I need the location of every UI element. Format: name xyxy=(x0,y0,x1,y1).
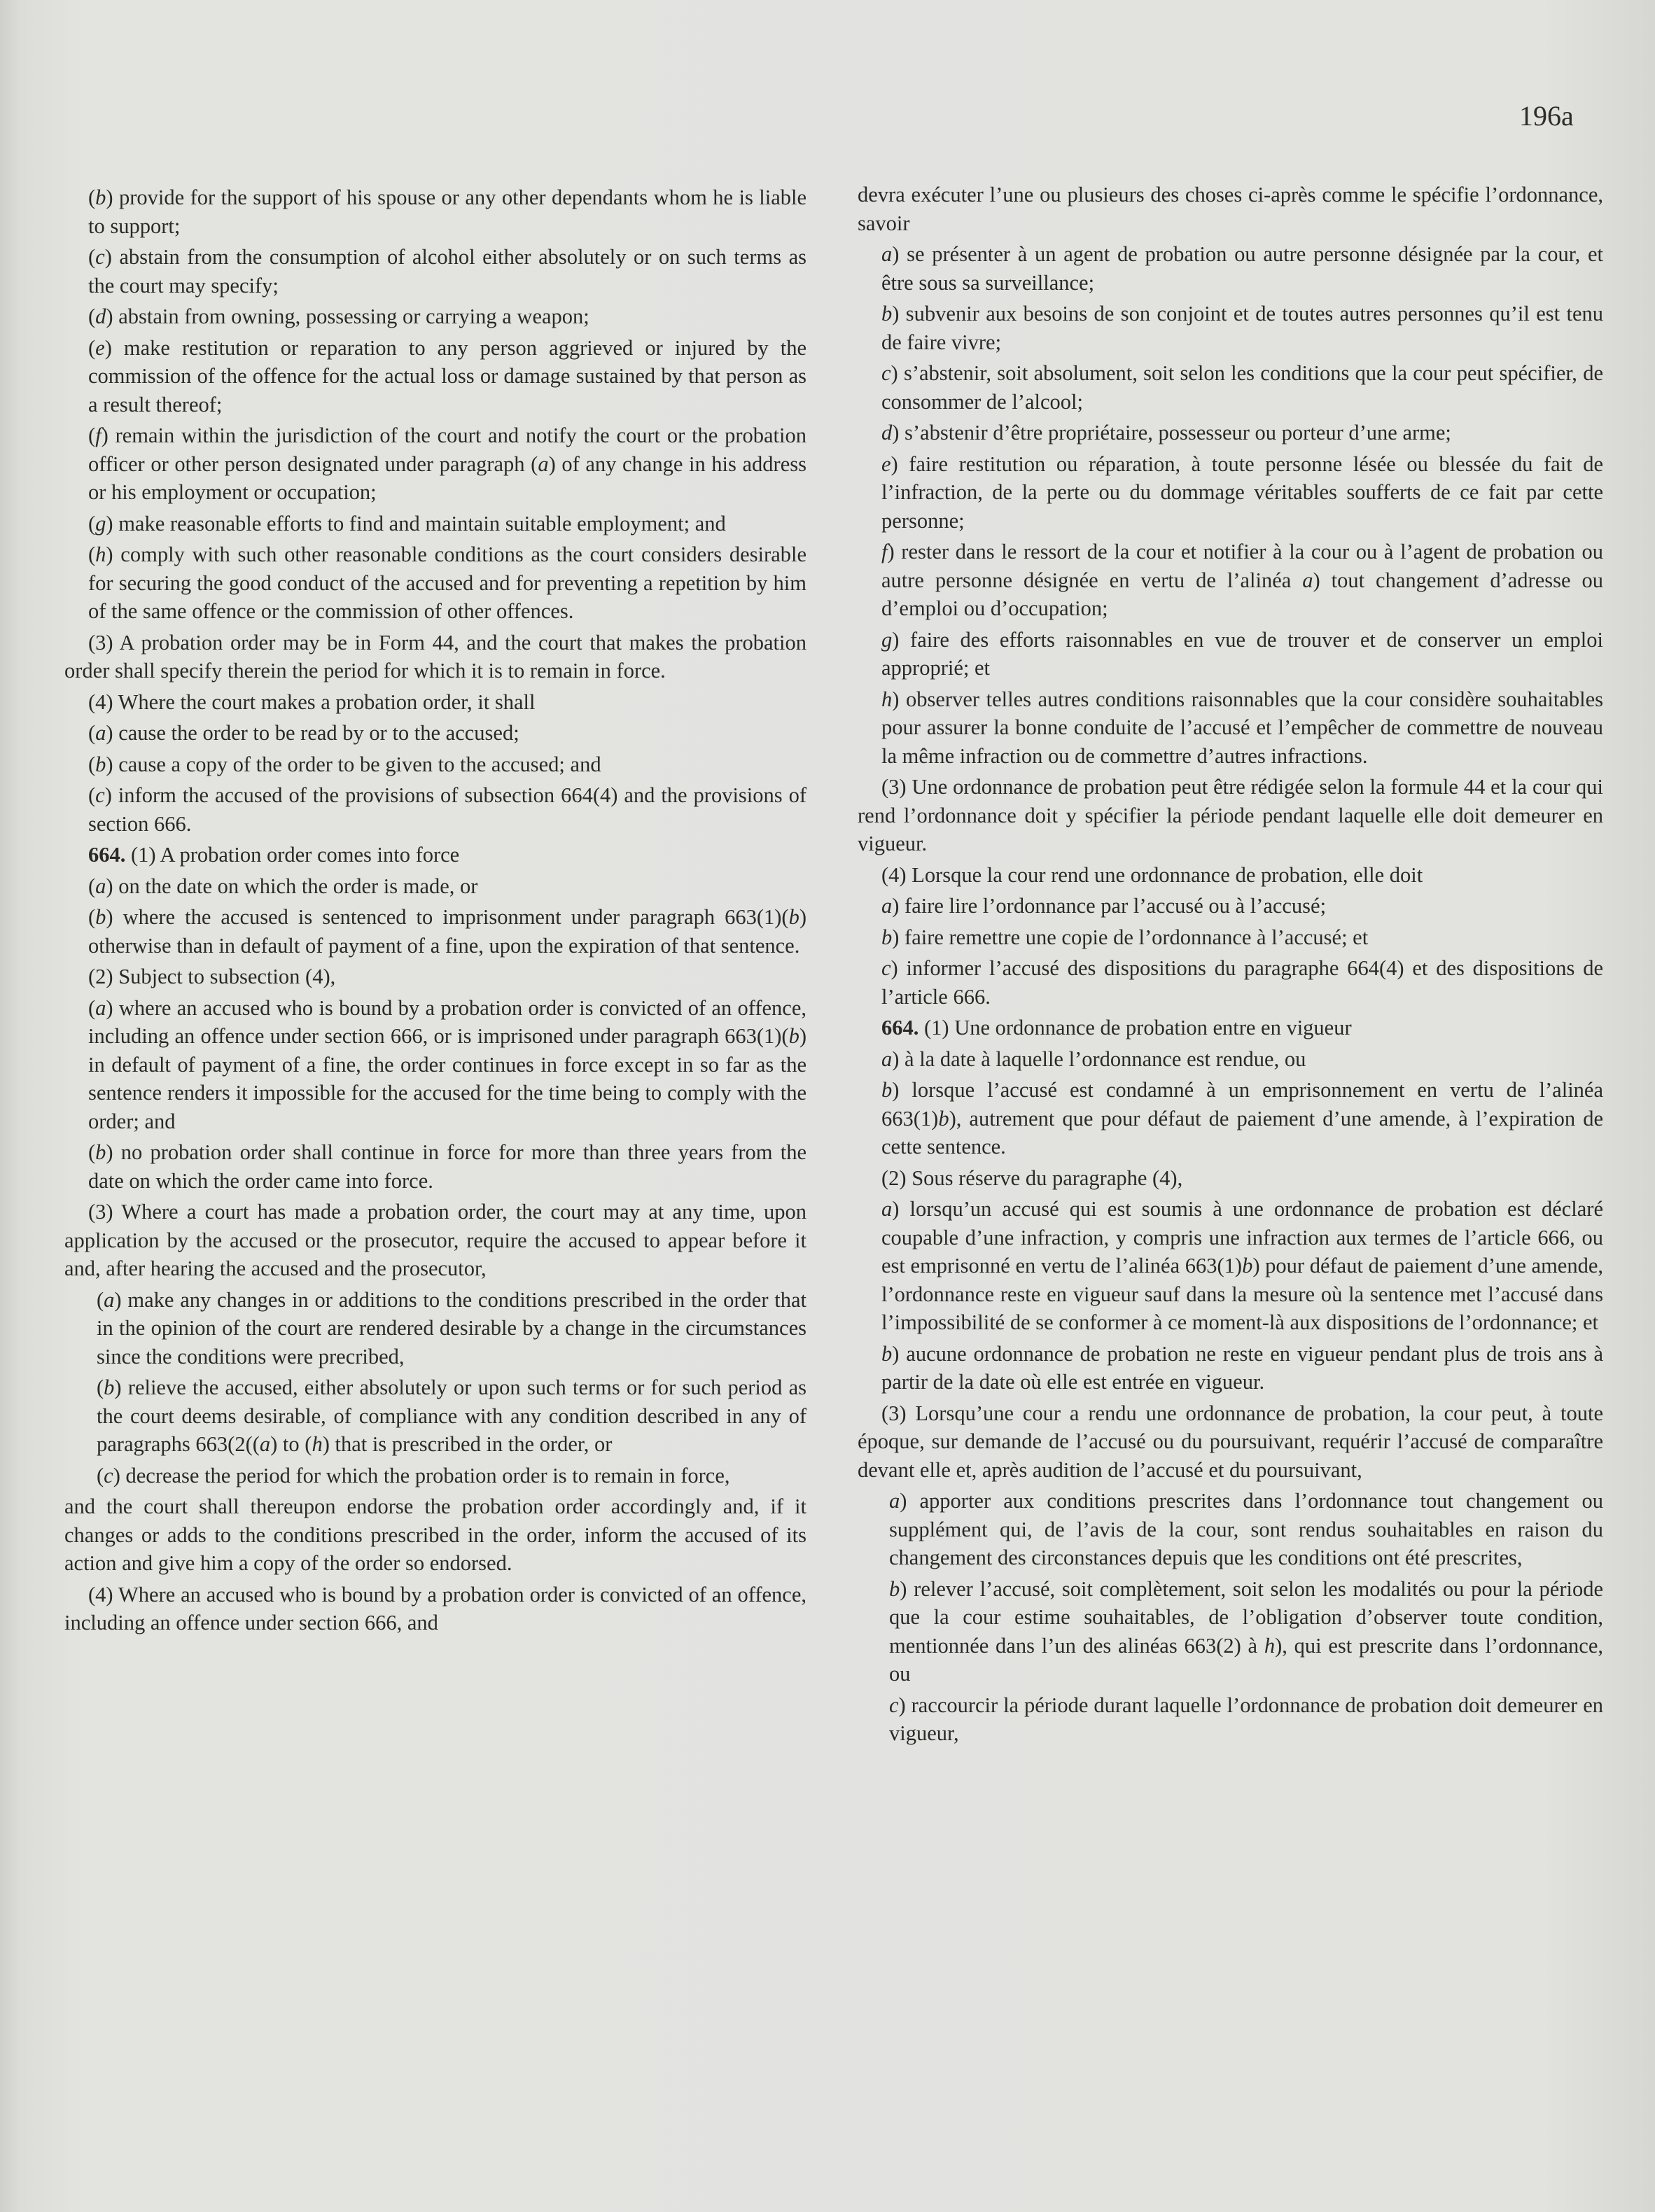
paragraph: (e) make restitution or reparation to any person aggrieved or injured by the commission of the offence for the actual loss or damage sustained by that person as a result thereof; xyxy=(88,335,806,416)
page-number: 196a xyxy=(1519,100,1574,132)
paragraph: b) aucune ordonnance de probation ne reste en vigueur pendant plus de trois ans à partir de la date où elle est entrée en vigueur. xyxy=(881,1341,1603,1394)
paragraph: f) rester dans le ressort de la cour et notifier à la cour ou à l’agent de probation ou autre personne désignée en vertu de l’alinéa a) tout changement d’adresse ou d’emploi ou d’occupation; xyxy=(881,540,1603,620)
paragraph: c) raccourcir la période durant laquelle l’ordonnance de probation doit demeurer en vigueur, xyxy=(889,1693,1603,1745)
paragraph: h) observer telles autres conditions raisonnables que la cour considère souhaitables pour assurer la bonne conduite de l’accusé et l’empêcher de commettre de nouveau la même infraction ou de commettre d’autres infractions. xyxy=(881,687,1603,768)
paragraph: devra exécuter l’une ou plusieurs des choses ci-après comme le spécifie l’ordonnance, savoir xyxy=(858,183,1603,235)
paragraph: (3) Lorsqu’une cour a rendu une ordonnance de probation, la cour peut, à toute époque, sur demande de l’accusé ou du poursuivant, requérir l’accusé de comparaître devant elle et, après audition de l’accusé et du poursuivant, xyxy=(858,1401,1603,1482)
paragraph: (c) decrease the period for which the probation order is to remain in force, xyxy=(97,1463,730,1488)
paragraph: 664. (1) A probation order comes into force xyxy=(88,843,460,867)
paragraph: d) s’abstenir d’être propriétaire, possesseur ou porteur d’une arme; xyxy=(881,421,1451,444)
paragraph: (f) remain within the jurisdiction of the court and notify the court or the probation officer or other person designated under paragraph (a) of any change in his address or his employment or occupation; xyxy=(88,424,806,504)
paragraph: (2) Subject to subsection (4), xyxy=(88,965,336,988)
paragraph: c) informer l’accusé des dispositions du paragraphe 664(4) et des dispositions de l’article 666. xyxy=(881,956,1603,1009)
paragraph: b) subvenir aux besoins de son conjoint et de toutes autres personnes qu’il est tenu de faire vivre; xyxy=(881,302,1603,354)
paragraph: g) faire des efforts raisonnables en vue de trouver et de conserver un emploi approprié; et xyxy=(881,627,1603,680)
paragraph: b) lorsque l’accusé est condamné à un emprisonnement en vertu de l’alinéa 663(1)b), autrement que pour défaut de paiement d’une amende, à l’expiration de cette sentence. xyxy=(881,1078,1603,1158)
paragraph: (a) where an accused who is bound by a probation order is convicted of an offence, including an offence under section 666, or is imprisoned under paragraph 663(1)(b) in default of payment of a fine, the order continues in force except in so far as the sentence renders it impossible for the accused for the time being to comply with the order; and xyxy=(88,995,806,1133)
paragraph: a) apporter aux conditions prescrites dans l’ordonnance tout changement ou supplément qui, de l’avis de la cour, sont rendus souhaitables en raison du changement des circonstances depuis que les conditions ont été prescrites, xyxy=(889,1489,1603,1569)
paragraph: (4) Where the court makes a probation order, it shall xyxy=(88,690,536,714)
paragraph: (4) Lorsque la cour rend une ordonnance de probation, elle doit xyxy=(881,862,1423,887)
paragraph: (a) on the date on which the order is made, or xyxy=(88,874,478,898)
paragraph: b) faire remettre une copie de l’ordonnance à l’accusé; et xyxy=(881,925,1369,949)
paragraph: a) à la date à laquelle l’ordonnance est rendue, ou xyxy=(881,1046,1306,1071)
paragraph: (h) comply with such other reasonable conditions as the court considers desirable for securing the good conduct of the accused and for preventing a repetition by him of the same offence or the commission of other offences. xyxy=(88,542,806,623)
paragraph: (b) relieve the accused, either absolutely or upon such terms or for such period as the court deems desirable, of compliance with any condition described in any of paragraphs 663(2((a) to (h) that is prescribed in the order, or xyxy=(97,1376,806,1456)
paragraph: a) se présenter à un agent de probation ou autre personne désignée par la cour, et être sous sa surveillance; xyxy=(881,242,1603,295)
paragraph: (4) Where an accused who is bound by a probation order is convicted of an offence, including an offence under section 666, and xyxy=(64,1582,806,1634)
paragraph: e) faire restitution ou réparation, à toute personne lésée ou blessée du fait de l’infraction, de la perte ou du dommage véritables soufferts de ce fait par cette personne; xyxy=(881,451,1603,533)
paragraph: (b) no probation order shall continue in force for more than three years from the date on which the order came into force. xyxy=(88,1140,806,1193)
paragraph: 664. (1) Une ordonnance de probation entre en vigueur xyxy=(881,1016,1352,1040)
paragraph: (c) inform the accused of the provisions of subsection 664(4) and the provisions of section 666. xyxy=(88,783,806,836)
french-column xyxy=(858,181,1603,1751)
paragraph: (c) abstain from the consumption of alcohol either absolutely or on such terms as the court may specify; xyxy=(88,245,806,298)
paragraph: (a) make any changes in or additions to the conditions prescribed in the order that in the opinion of the court are rendered desirable by a change in the circumstances since the conditions were precribed, xyxy=(97,1287,806,1368)
paragraph: (a) cause the order to be read by or to the accused; xyxy=(88,721,519,745)
paragraph: (d) abstain from owning, possessing or carrying a weapon; xyxy=(88,304,589,328)
paragraph: (b) cause a copy of the order to be given to the accused; and xyxy=(88,752,601,776)
paragraph: (g) make reasonable efforts to find and maintain suitable employment; and xyxy=(88,511,726,536)
paragraph: a) faire lire l’ordonnance par l’accusé ou à l’accusé; xyxy=(881,894,1327,918)
english-column xyxy=(64,183,806,1640)
paragraph: (b) where the accused is sentenced to imprisonment under paragraph 663(1)(b) otherwise than in default of payment of a fine, upon the expiration of that sentence. xyxy=(88,905,806,958)
paragraph: and the court shall thereupon endorse the probation order accordingly and, if it changes or adds to the conditions prescribed in the order, inform the accused of its action and give him a copy of the order so endorsed. xyxy=(64,1494,806,1575)
paragraph: b) relever l’accusé, soit complètement, soit selon les modalités ou pour la période que la cour estime souhaitables, de l’obligation d’observer toute condition, mentionnée dans l’un des alinéas 663(2) à h), qui est prescrite dans l’ordonnance, ou xyxy=(889,1576,1603,1686)
paragraph: c) s’abstenir, soit absolument, soit selon les conditions que la cour peut spécifier, de consommer de l’alcool; xyxy=(881,361,1603,414)
paragraph: (2) Sous réserve du paragraphe (4), xyxy=(881,1166,1183,1190)
paragraph: a) lorsqu’un accusé qui est soumis à une ordonnance de probation est déclaré coupable d’une infraction, y compris une infraction aux termes de l’article 666, ou est emprisonné en vertu de l’alinéa 663(1)b) pour défaut de paiement d’une amende, l’ordonnance reste en vigueur sauf dans la mesure où la sentence met l’accusé dans l’impossibilité de se conformer à ce moment-là aux dispositions de l’ordonnance; et xyxy=(881,1197,1603,1334)
paragraph: (b) provide for the support of his spouse or any other dependants whom he is liable to support; xyxy=(88,186,806,238)
paragraph: (3) A probation order may be in Form 44, and the court that makes the probation order shall specify therein the period for which it is to remain in force. xyxy=(64,630,806,682)
paragraph: (3) Where a court has made a probation order, the court may at any time, upon application by the accused or the prosecutor, require the accused to appear before it and, after hearing the accused and the prosecutor, xyxy=(64,1200,806,1280)
paragraph: (3) Une ordonnance de probation peut être rédigée selon la formule 44 et la cour qui rend l’ordonnance doit y spécifier la période pendant laquelle elle doit demeurer en vigueur. xyxy=(858,775,1603,855)
